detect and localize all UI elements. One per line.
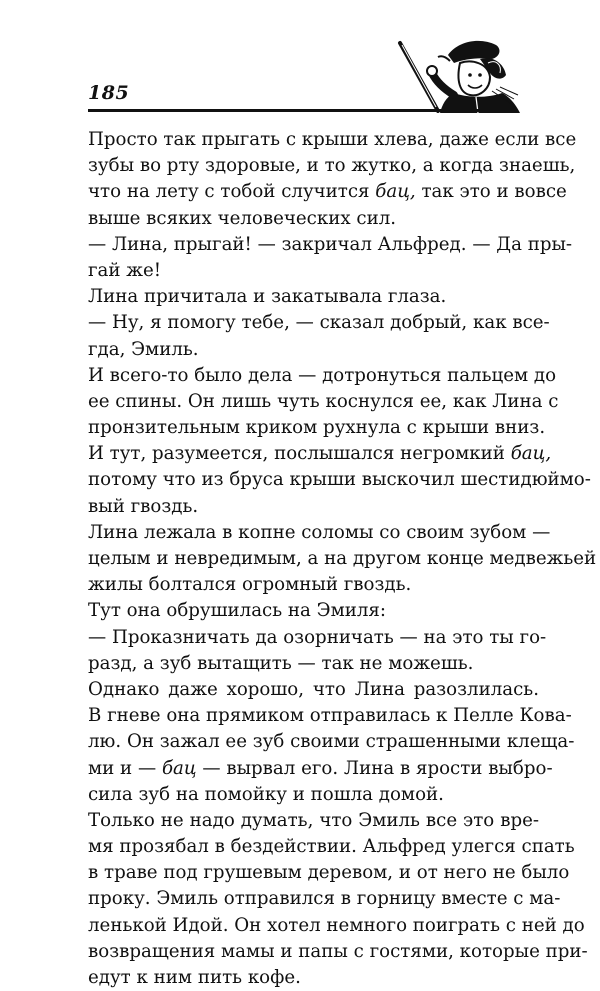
- text-line: Однако даже хорошо, что Лина разозлилась.: [88, 678, 539, 700]
- text-line: мя прозябал в бездействии. Альфред улегся спать: [88, 836, 575, 858]
- text-line: в траве под грушевым деревом, и от него не было: [88, 862, 570, 884]
- text-line: лю. Он зажал ее зуб своими страшенными клеща-: [88, 731, 575, 753]
- text-line: жилы болтался огромный гвоздь.: [88, 574, 412, 596]
- text-line: И всего-то было дела — дотронуться пальцем до: [88, 364, 557, 386]
- text-line: разд, а зуб вытащить — так не можешь.: [88, 652, 474, 674]
- page-number: 185: [88, 82, 130, 104]
- text-line: зубы во рту здоровые, и то жутко, а когда знаешь,: [88, 155, 576, 177]
- text-line: ленькой Идой. Он хотел немного поиграть с ней до: [88, 914, 585, 936]
- boy-with-stick-drawing: [380, 33, 525, 113]
- text-line: ми и — бац — вырвал его. Лина в ярости выбро-: [88, 757, 553, 779]
- text-line: Лина лежала в копне соломы со своим зубом —: [88, 521, 551, 543]
- text-line: — Ну, я помогу тебе, — сказал добрый, как все-: [88, 312, 550, 334]
- text-line: потому что из бруса крыши выскочил шестидюймо-: [88, 469, 591, 491]
- text-line: едут к ним пить кофе.: [88, 967, 301, 988]
- text-line: — Лина, прыгай! — закричал Альфред. — Да пры-: [88, 233, 573, 255]
- text-line: проку. Эмиль отправился в горницу вместе с ма-: [88, 888, 561, 910]
- header-rule: [88, 109, 516, 112]
- body-text: [88, 127, 597, 991]
- text-line: возвращения мамы и папы с гостями, которые при-: [88, 940, 588, 962]
- text-line: целым и невредимым, а на другом конце медвежьей: [88, 548, 597, 569]
- text-line: Тут она обрушилась на Эмиля:: [88, 600, 386, 622]
- text-line: И тут, разумеется, послышался негромкий бац,: [88, 443, 552, 465]
- text-line: что на лету с тобой случится бац, так это и вовсе: [88, 181, 567, 203]
- text-line: Только не надо думать, что Эмиль все это вре-: [88, 809, 539, 831]
- text-line: гай же!: [88, 259, 162, 281]
- text-line: сила зуб на помойку и пошла домой.: [88, 783, 444, 805]
- text-line: пронзительным криком рухнула с крыши вниз.: [88, 417, 546, 439]
- text-line: гда, Эмиль.: [88, 338, 199, 360]
- text-line: В гневе она прямиком отправилась к Пелле Кова-: [88, 705, 572, 727]
- text-line: выше всяких человеческих сил.: [88, 207, 397, 229]
- text-line: Лина причитала и закатывала глаза.: [88, 286, 447, 308]
- text-line: вый гвоздь.: [88, 495, 199, 517]
- text-line: Просто так прыгать с крыши хлева, даже если все: [88, 129, 577, 150]
- text-line: — Проказничать да озорничать — на это ты го-: [88, 626, 547, 648]
- text-line: ее спины. Он лишь чуть коснулся ее, как Лина с: [88, 390, 559, 412]
